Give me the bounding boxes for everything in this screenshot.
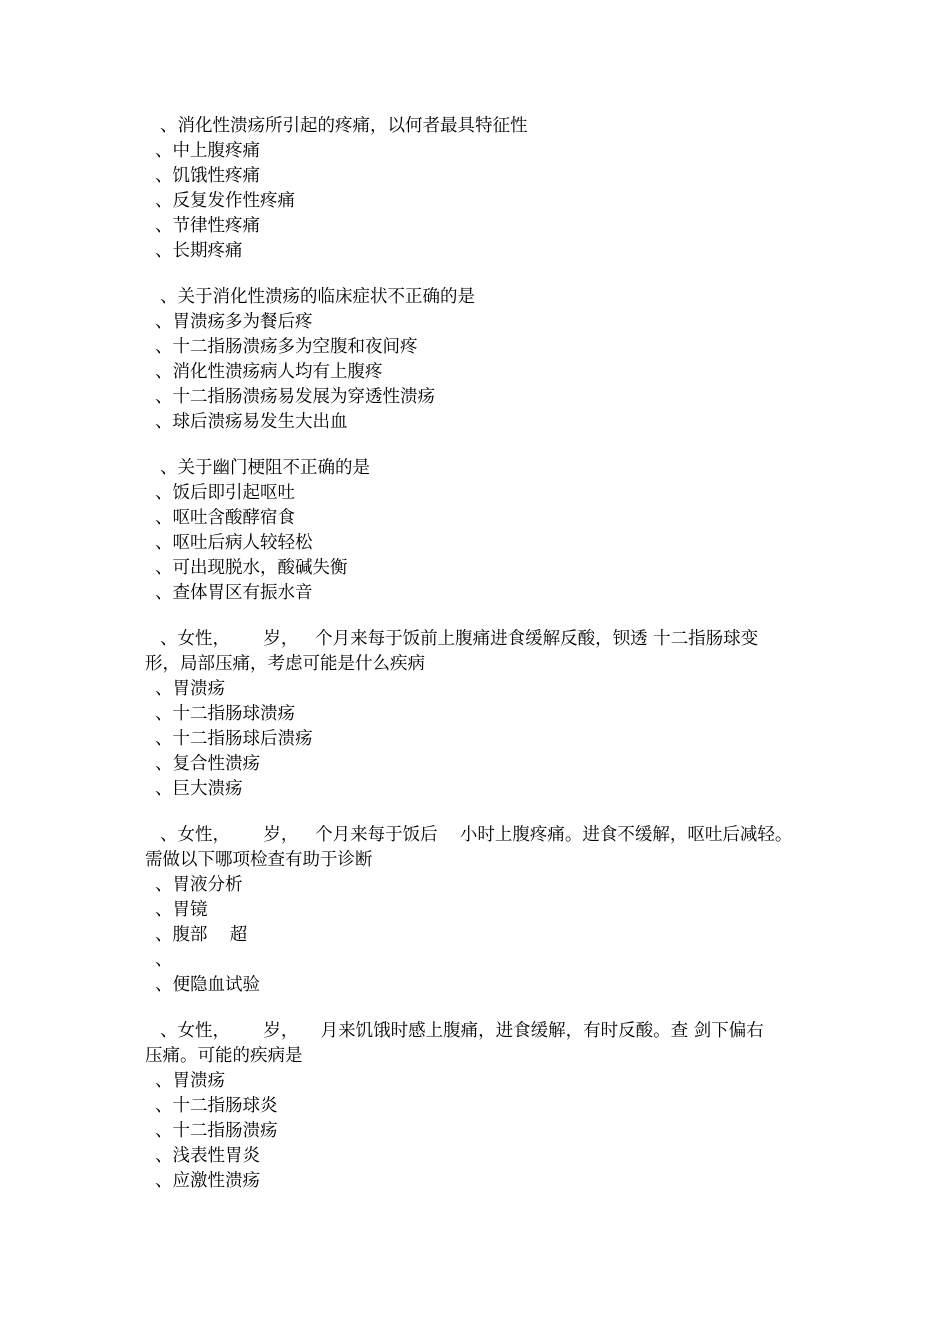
option-c: 、十二指肠溃疡 [155,1121,278,1141]
option-a: 、胃溃疡多为餐后疼 [155,312,313,332]
question-4 [145,627,825,802]
question-6 [145,1019,825,1194]
option-b: 、胃镜 [155,900,208,920]
option-d: 、 [155,950,173,970]
option-e: 、便隐血试验 [155,975,260,995]
option-a: 、胃液分析 [155,875,243,895]
question-stem-line-2: 压痛。可能的疾病是 [145,1046,303,1066]
question-stem-line-2: 形，局部压痛，考虑可能是什么疾病 [145,654,425,674]
option-b: 、呕吐含酸酵宿食 [155,508,295,528]
question-2 [145,285,825,435]
option-c: 、腹部 超 [155,925,248,945]
option-c: 、呕吐后病人较轻松 [155,533,313,553]
option-e: 、巨大溃疡 [155,779,243,799]
option-a: 、中上腹疼痛 [155,141,260,161]
question-stem-line-1: 、女性， 岁， 个月来每于饭后 小时上腹疼痛。进食不缓解，呕吐后减轻。 [160,825,793,845]
option-a: 、胃溃疡 [155,1071,225,1091]
option-d: 、节律性疼痛 [155,216,260,236]
option-e: 、长期疼痛 [155,241,243,261]
option-d: 、复合性溃疡 [155,754,260,774]
option-c: 、反复发作性疼痛 [155,191,295,211]
option-b: 、饥饿性疼痛 [155,166,260,186]
option-c: 、十二指肠球后溃疡 [155,729,313,749]
option-e: 、查体胃区有振水音 [155,583,313,603]
option-a: 、胃溃疡 [155,679,225,699]
question-1 [145,114,825,264]
option-e: 、应激性溃疡 [155,1171,260,1191]
question-stem: 、关于消化性溃疡的临床症状不正确的是 [160,287,475,307]
question-stem-line-1: 、女性， 岁， 月来饥饿时感上腹痛，进食缓解，有时反酸。查 剑下偏右 [160,1021,764,1041]
option-b: 、十二指肠溃疡多为空腹和夜间疼 [155,337,418,357]
option-a: 、饭后即引起呕吐 [155,483,295,503]
question-3 [145,456,825,606]
option-d: 、可出现脱水，酸碱失衡 [155,558,348,578]
option-b: 、十二指肠球炎 [155,1096,278,1116]
question-stem-line-2: 需做以下哪项检查有助于诊断 [145,850,373,870]
question-stem-line-1: 、女性， 岁， 个月来每于饭前上腹痛进食缓解反酸，钡透 十二指肠球变 [160,629,759,649]
option-d: 、浅表性胃炎 [155,1146,260,1166]
question-stem: 、消化性溃疡所引起的疼痛，以何者最具特征性 [160,116,528,136]
option-c: 、消化性溃疡病人均有上腹疼 [155,362,383,382]
question-stem: 、关于幽门梗阻不正确的是 [160,458,370,478]
option-b: 、十二指肠球溃疡 [155,704,295,724]
option-e: 、球后溃疡易发生大出血 [155,412,348,432]
question-5 [145,823,825,998]
option-d: 、十二指肠溃疡易发展为穿透性溃疡 [155,387,435,407]
